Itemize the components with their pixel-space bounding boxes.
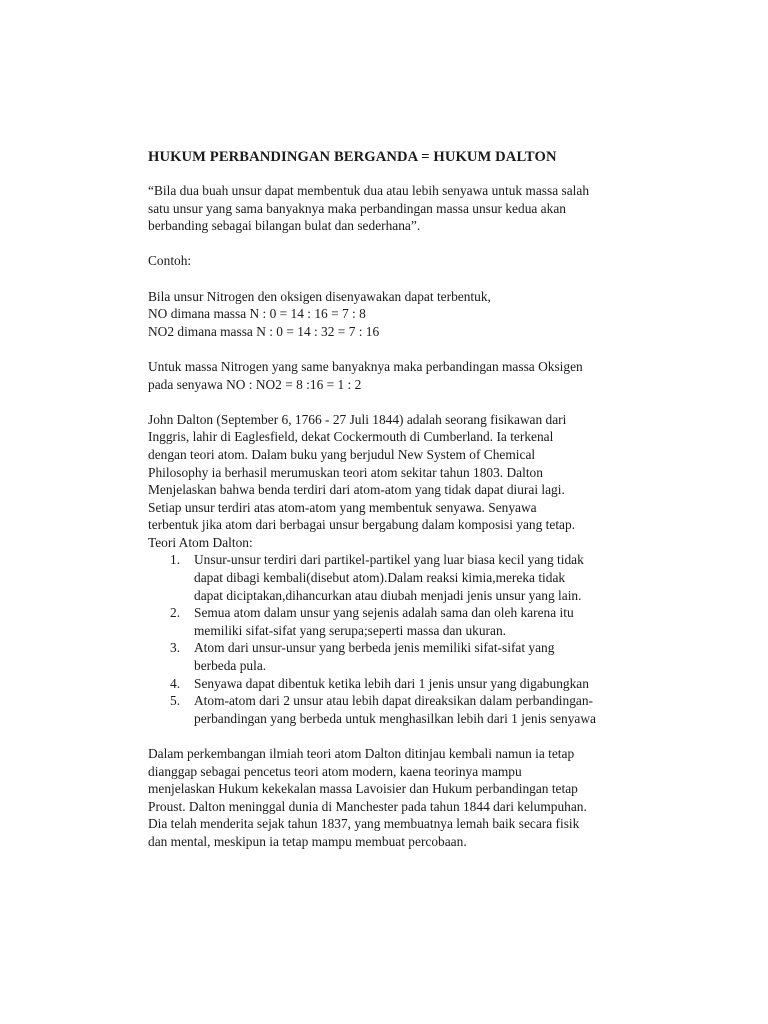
definition-paragraph xyxy=(148,182,668,235)
list-item-line: memiliki sifat-sifat yang serupa;seperti massa dan ukuran. xyxy=(194,622,506,638)
definition-line: satu unsur yang sama banyaknya maka perbandingan massa unsur kedua akan xyxy=(148,200,566,216)
biography-line: dengan teori atom. Dalam buku yang berjudul New System of Chemical xyxy=(148,446,536,462)
list-item-line: dapat diciptakan,dihancurkan atau diubah menjadi jenis unsur yang lain. xyxy=(194,587,582,603)
theory-list-item xyxy=(148,675,668,693)
list-item-line: Atom-atom dari 2 unsur atau lebih dapat direaksikan dalam perbandingan- xyxy=(194,693,593,709)
biography-line: John Dalton (September 6, 1766 - 27 Juli 1844) adalah seorang fisikawan dari xyxy=(148,411,567,427)
ratio-line: Untuk massa Nitrogen yang same banyaknya maka perbandingan massa Oksigen xyxy=(148,358,583,374)
biography-line: terbentuk jika atom dari berbagai unsur bergabung dalam komposisi yang tetap. xyxy=(148,517,576,533)
biography-paragraph xyxy=(148,411,668,552)
list-item-line: berbeda pula. xyxy=(194,658,267,674)
example-label xyxy=(148,252,668,270)
example-line: NO dimana massa N : 0 = 14 : 16 = 7 : 8 xyxy=(148,306,366,322)
theory-list-item xyxy=(148,551,668,604)
document-page xyxy=(148,148,668,868)
biography-line: Philosophy ia berhasil merumuskan teori atom sekitar tahun 1803. Dalton xyxy=(148,464,543,480)
theory-list-item xyxy=(148,692,668,727)
list-item-line: dapat dibagi kembali(disebut atom).Dalam reaksi kimia,mereka tidak xyxy=(194,570,566,586)
definition-line: berbanding sebagai bilangan bulat dan sederhana”. xyxy=(148,218,421,234)
closing-line: menjelaskan Hukum kekekalan massa Lavoisier dan Hukum perbandingan tetap xyxy=(148,781,578,797)
ratio-paragraph xyxy=(148,358,668,393)
example-line: Bila unsur Nitrogen den oksigen disenyawakan dapat terbentuk, xyxy=(148,288,491,304)
closing-line: Dia telah menderita sejak tahun 1837, yang membuatnya lemah baik secara fisik xyxy=(148,816,580,832)
biography-line: Teori Atom Dalton: xyxy=(148,534,253,550)
list-number: 3. xyxy=(170,640,181,656)
biography-line: Inggris, lahir di Eaglesfield, dekat Cockermouth di Cumberland. Ia terkenal xyxy=(148,429,554,445)
closing-line: Proust. Dalton meninggal dunia di Manchester pada tahun 1844 dari kelumpuhan. xyxy=(148,798,587,814)
list-number: 2. xyxy=(170,605,181,621)
list-item-line: perbandingan yang berbeda untuk menghasilkan lebih dari 1 jenis senyawa xyxy=(194,710,596,726)
list-number: 5. xyxy=(170,693,181,709)
example-line: NO2 dimana massa N : 0 = 14 : 32 = 7 : 16 xyxy=(148,323,380,339)
list-item-line: Atom dari unsur-unsur yang berbeda jenis memiliki sifat-sifat yang xyxy=(194,640,555,656)
closing-line: Dalam perkembangan ilmiah teori atom Dalton ditinjau kembali namun ia tetap xyxy=(148,746,575,761)
list-item-line: Senyawa dapat dibentuk ketika lebih dari 1 jenis unsur yang digabungkan xyxy=(194,675,589,691)
theory-list-item xyxy=(148,604,668,639)
closing-line: dan mental, meskipun ia tetap mampu membuat percobaan. xyxy=(148,833,467,849)
page-title: HUKUM PERBANDINGAN BERGANDA = HUKUM DALTON xyxy=(148,149,557,165)
closing-paragraph xyxy=(148,745,668,851)
example-label-text: Contoh: xyxy=(148,253,192,269)
definition-line: “Bila dua buah unsur dapat membentuk dua atau lebih senyawa untuk massa salah xyxy=(148,183,590,198)
theory-list-item xyxy=(148,639,668,674)
list-number: 4. xyxy=(170,675,181,691)
biography-line: Menjelaskan bahwa benda terdiri dari atom-atom yang tidak dapat diurai lagi. xyxy=(148,482,565,498)
list-item-line: Unsur-unsur terdiri dari partikel-partikel yang luar biasa kecil yang tidak xyxy=(194,552,584,568)
biography-line: Setiap unsur terdiri atas atom-atom yang membentuk senyawa. Senyawa xyxy=(148,499,537,515)
list-number: 1. xyxy=(170,552,181,568)
ratio-line: pada senyawa NO : NO2 = 8 :16 = 1 : 2 xyxy=(148,376,362,392)
list-item-line: Semua atom dalam unsur yang sejenis adalah sama dan oleh karena itu xyxy=(194,605,574,621)
closing-line: dianggap sebagai pencetus teori atom modern, kaena teorinya mampu xyxy=(148,763,522,779)
example-paragraph xyxy=(148,288,668,341)
theory-list xyxy=(148,551,668,727)
